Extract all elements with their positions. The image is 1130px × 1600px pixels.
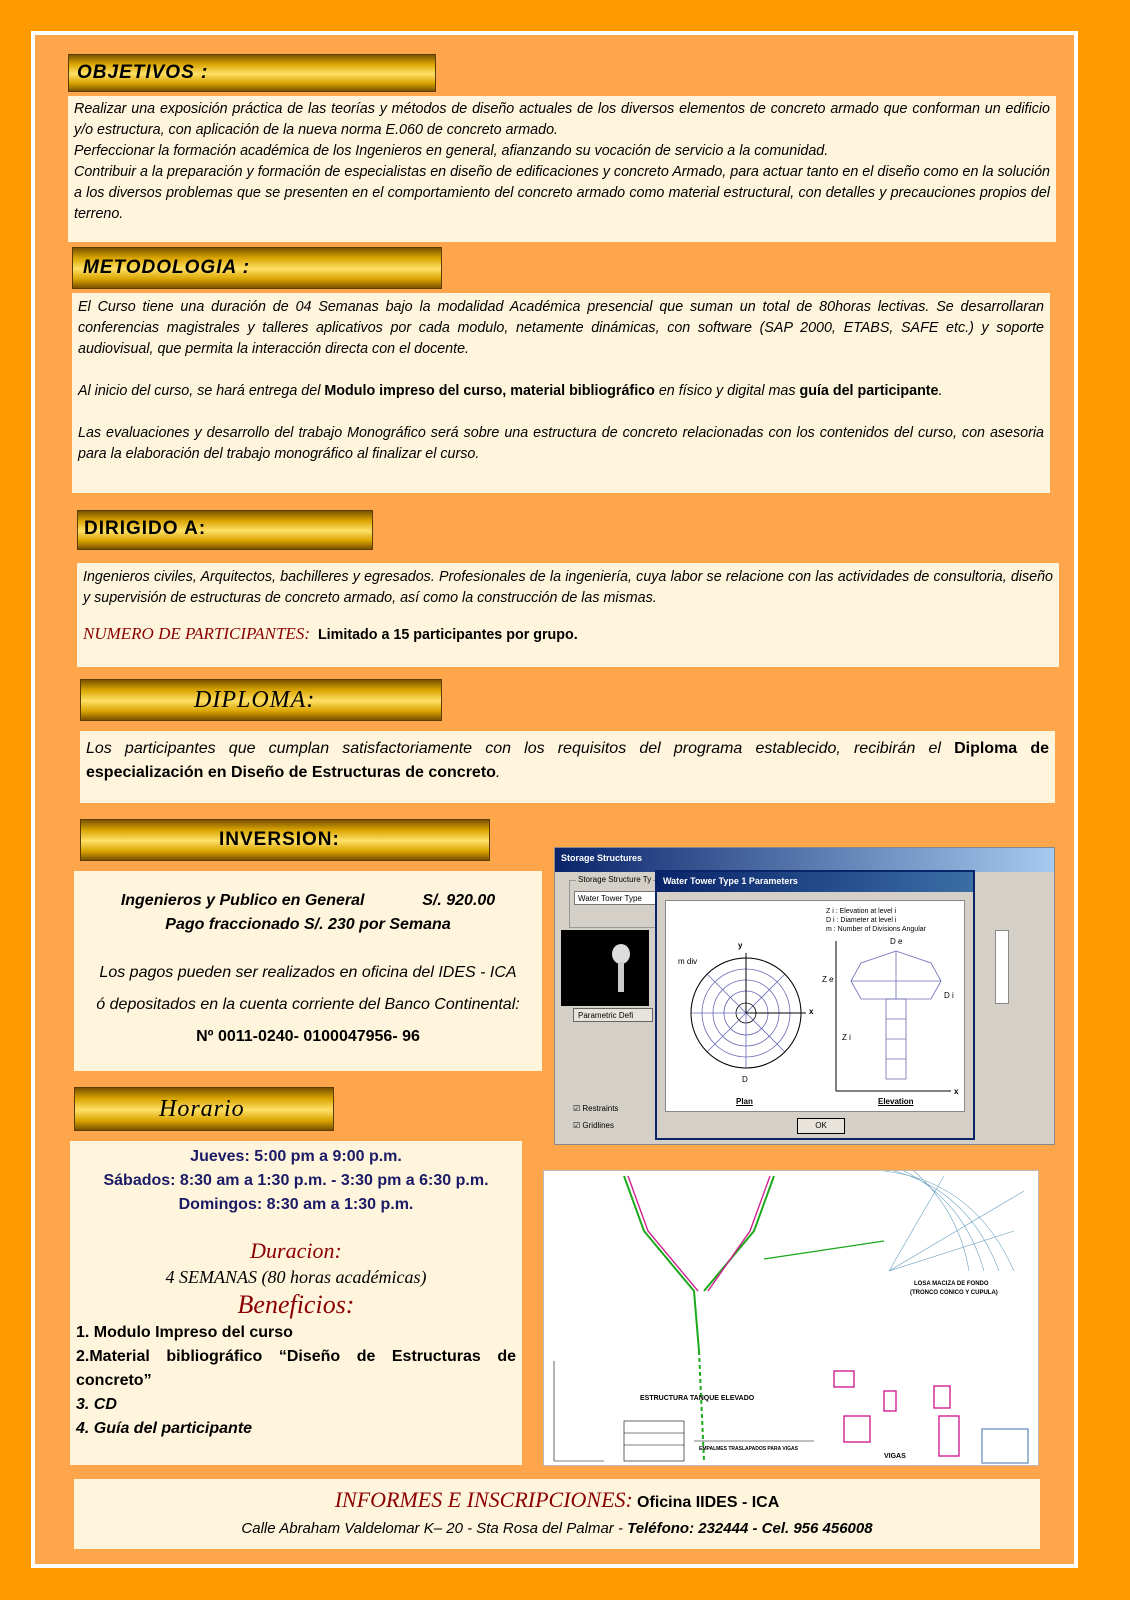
parametric-button[interactable]: Parametric Defi: [573, 1008, 653, 1022]
metodologia-title: METODOLOGIA :: [83, 257, 251, 278]
metodologia-p2: Al inicio del curso, se hará entrega del Modulo impreso del curso, material bibliográfico en físico y digital mas guía del participante.: [78, 383, 943, 399]
beneficio-4: 4. Guía del participante: [76, 1420, 253, 1437]
informes-address: Calle Abraham Valdelomar K– 20 - Sta Rosa del Palmar -: [241, 1520, 628, 1537]
inversion-line1: Ingenieros y Publico en General S/. 920.00: [120, 892, 496, 909]
structure-preview: [561, 930, 649, 1006]
beneficio-1: 1. Modulo Impreso del curso: [76, 1324, 293, 1341]
beneficio-2: 2.Material bibliográfico “Diseño de Estructuras de concreto”: [76, 1348, 516, 1389]
informes-office: Oficina IIDES - ICA: [637, 1494, 780, 1511]
inversion-box: [74, 871, 542, 1071]
informes-phone: Teléfono: 232444: [627, 1520, 749, 1537]
objetivos-box: [68, 96, 1056, 242]
informes-box: [74, 1479, 1040, 1549]
storage-type-select[interactable]: Water Tower Type: [574, 891, 684, 905]
informes-line2: [78, 1516, 1036, 1542]
diploma-header: [80, 679, 442, 721]
horario-box: [70, 1141, 522, 1465]
diploma-box: [80, 731, 1055, 803]
metodologia-header: [72, 247, 442, 289]
inversion-line2: Pago fraccionado S/. 230 por Semana: [165, 916, 451, 933]
storage-window-titlebar: Storage Structures: [555, 848, 1054, 872]
inversion-p2: ó depositados en la cuenta corriente del Banco Continental:: [96, 996, 520, 1013]
objetivos-p2: Perfeccionar la formación académica de los Ingenieros en general, afianzando su vocación de servicio a la comunidad.: [74, 143, 829, 159]
tower-thumbnail-icon: [561, 930, 649, 1006]
plan-label: Plan: [736, 1097, 753, 1106]
list-scrollbar[interactable]: [995, 930, 1009, 1004]
software-screenshot: [554, 847, 1055, 1145]
drawing-caption-empalmes: EMPALMES TRASLAPADOS PARA VIGAS: [699, 1446, 798, 1452]
objetivos-p3: Contribuir a la preparación y formación de especialistas en diseño de edificaciones y concreto Armado, para actuar tanto en el diseño como en la solución a los diversos problemas que se presenten en el comportamiento del concreto armado como material estructural, con detalles y precauciones propios del terreno.: [74, 164, 1050, 222]
metodologia-p1: El Curso tiene una duración de 04 Semanas bajo la modalidad Académica presencial que suman un total de 80horas lectivas. Se desarrollaran conferencias magistrales y talleres aplicativos por cada modulo, netamente dinámicas, con software (SAP 2000, ETABS, SAFE etc.) y soporte audiovisual, que permita la interacción directa con el docente.: [78, 299, 1044, 357]
dirigido-box: [77, 563, 1059, 667]
storage-type-label: Storage Structure Ty: [578, 875, 652, 884]
horario-jueves: Jueves: 5:00 pm a 9:00 p.m.: [190, 1148, 402, 1165]
dirigido-title: DIRIGIDO A:: [84, 518, 207, 539]
horario-title: Horario: [159, 1096, 245, 1122]
duracion-value: 4 SEMANAS (80 horas académicas): [165, 1267, 427, 1287]
objetivos-p1: Realizar una exposición práctica de las teorías y métodos de diseño actuales de los diversos elementos de concreto armado que conforman un edificio y/o estructura, con aplicación de la nueva norma E.060 de concreto armado.: [74, 101, 1050, 138]
beneficio-3: 3. CD: [76, 1396, 117, 1413]
informes-cel: - Cel. 956 456008: [748, 1520, 873, 1537]
parameters-dialog: [655, 870, 975, 1140]
informes-line1: [78, 1487, 1036, 1516]
metodologia-p3: Las evaluaciones y desarrollo del trabajo Monográfico será sobre una estructura de concreto relacionadas con los contenidos del curso, con asesoria para la elaboración del trabajo monográfico al finalizar el curso.: [78, 425, 1044, 462]
inversion-p1: Los pagos pueden ser realizados en oficina del IDES - ICA: [99, 964, 517, 981]
engineering-drawing: [543, 1170, 1039, 1466]
inversion-header: [80, 819, 490, 861]
participantes-label: NUMERO DE PARTICIPANTES:: [83, 624, 310, 643]
drawing-caption-vigas: VIGAS: [884, 1453, 906, 1460]
beneficios-list: [76, 1321, 516, 1441]
objetivos-header: [68, 54, 436, 92]
dialog-titlebar: Water Tower Type 1 Parameters: [657, 872, 973, 892]
horario-sabados: Sábados: 8:30 am a 1:30 p.m. - 3:30 pm a 6:30 p.m.: [103, 1172, 489, 1189]
dirigido-header: [77, 510, 373, 550]
horario-domingos: Domingos: 8:30 am a 1:30 p.m.: [178, 1196, 414, 1213]
diploma-p1: Los participantes que cumplan satisfactoriamente con los requisitos del programa establecido, recibirán el Diploma de especialización en Diseño de Estructuras de concreto.: [86, 740, 1050, 781]
drawing-caption-tank: ESTRUCTURA TANQUE ELEVADO: [640, 1395, 755, 1402]
metodologia-box: [72, 293, 1050, 493]
drawing-caption-losa: LOSA MACIZA DE FONDO: [914, 1281, 989, 1287]
drawing-caption-tronco: (TRONCO CONICO Y CUPULA): [910, 1290, 998, 1296]
participantes-line: [83, 623, 1053, 646]
objetivos-title: OBJETIVOS :: [77, 62, 209, 83]
diploma-title: DIPLOMA:: [194, 687, 316, 713]
tank-drawing-illustration: [544, 1171, 1039, 1466]
diagram-panel: Z i : Elevation at level i D i : Diameter at level i m : Number of Divisions Angular m div y x D D e Z e Z i D i x Plan Elevation: [665, 900, 965, 1112]
participantes-value: Limitado a 15 participantes por grupo.: [317, 627, 578, 643]
informes-title: INFORMES E INSCRIPCIONES:: [334, 1487, 633, 1512]
restraints-checkbox[interactable]: ☑ Restraints: [573, 1104, 619, 1113]
gridlines-checkbox[interactable]: ☑ Gridlines: [573, 1121, 614, 1130]
beneficios-title: Beneficios:: [237, 1290, 355, 1319]
ok-button[interactable]: OK: [797, 1118, 845, 1134]
horario-header: [74, 1087, 334, 1131]
inversion-account: Nº 0011-0240- 0100047956- 96: [196, 1028, 420, 1045]
duracion-title: Duracion:: [250, 1238, 342, 1263]
dirigido-p1: Ingenieros civiles, Arquitectos, bachilleres y egresados. Profesionales de la ingeniería, cuya labor se relacione con las actividades de consultoria, diseño y supervisión de estructuras de concreto armado, así como la construcción de las mismas.: [83, 569, 1053, 606]
diagram-legend: Z i : Elevation at level i D i : Diameter at level i m : Number of Divisions Angular: [826, 908, 926, 933]
inversion-title: INVERSION:: [219, 829, 340, 850]
elevation-label: Elevation: [878, 1097, 914, 1106]
